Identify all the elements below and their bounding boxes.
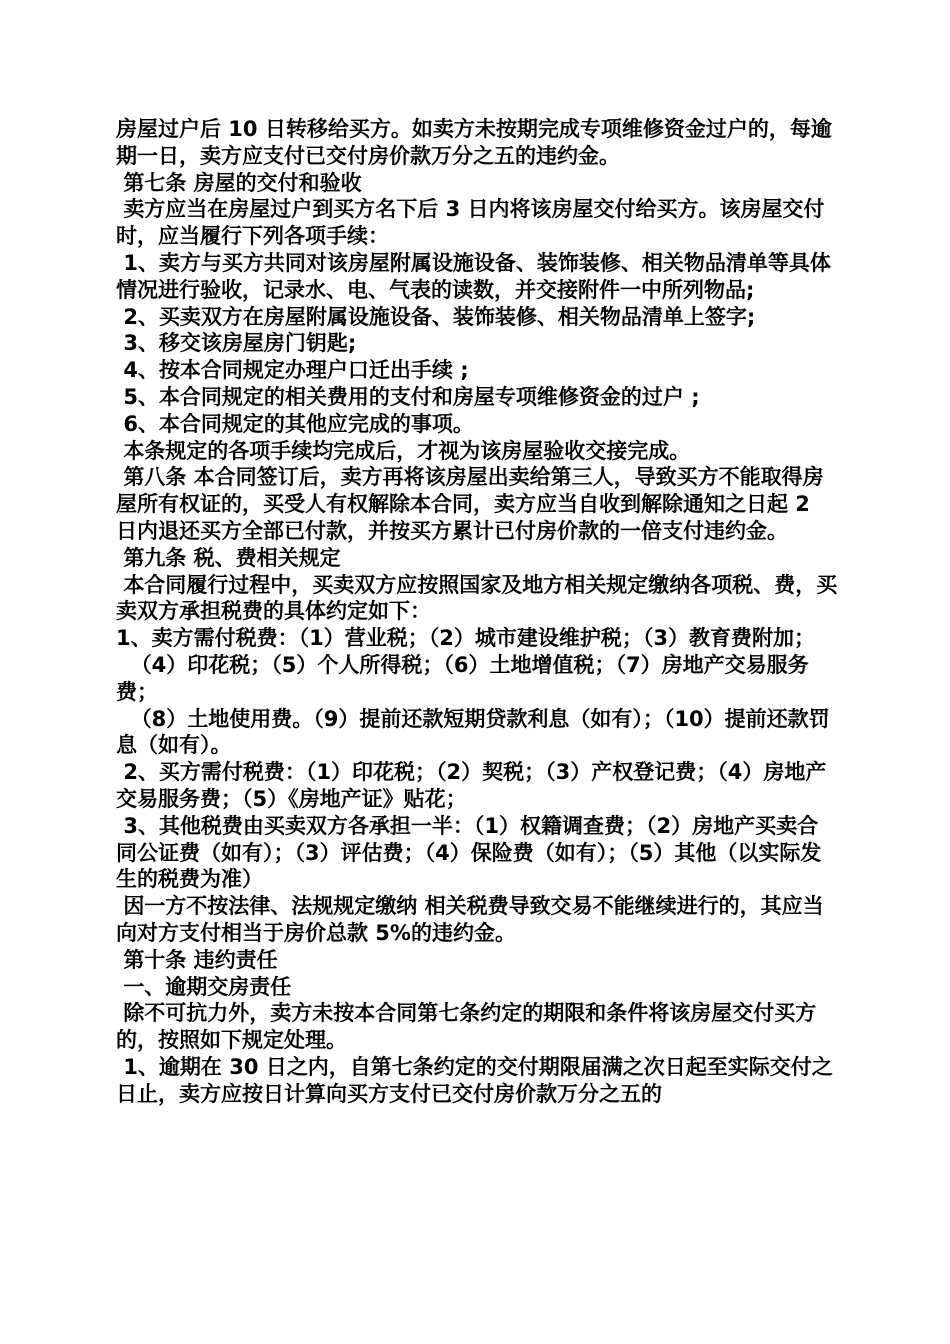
list-item-seller-taxes-cont-1: （4）印花税；（5）个人所得税；（6）土地增值税；（7）房地产交易服务费；: [116, 652, 809, 704]
list-item-late-30-days: 1、逾期在 30 日之内，自第七条约定的交付期限届满之次日起至实际交付之日止，卖方应按日计算向买方支付已交付房价款万分之五的: [116, 1054, 833, 1106]
heading-article-9: 第九条 税、费相关规定: [116, 545, 341, 570]
list-item-fees-transfer: 5、本合同规定的相关费用的支付和房屋专项维修资金的过户 ;: [116, 384, 700, 409]
paragraph-tax-penalty: 因一方不按法律、法规规定缴纳 相关税费导致交易不能继续进行的，其应当向对方支付相当于房价总款 5%的违约金。: [116, 894, 824, 945]
paragraph-article-8: 第八条 本合同签订后，卖方再将该房屋出卖给第三人，导致买方不能取得房屋所有权证的，买受人有权解除本合同，卖方应当自收到解除通知之日起 2 日内退还买方全部已付款，并按买方累计已付房价款的一倍支付违约金。: [116, 465, 824, 543]
heading-article-7: 第七条 房屋的交付和验收: [116, 170, 362, 195]
paragraph-delivery-intro: 卖方应当在房屋过户到买方名下后 3 日内将该房屋交付给买方。该房屋交付时，应当履行下列各项手续：: [116, 197, 825, 249]
paragraph-late-delivery-intro: 除不可抗力外，卖方未按本合同第七条约定的期限和条件将该房屋交付买方的，按照如下规定处理。: [116, 1001, 817, 1053]
heading-article-10: 第十条 违约责任: [116, 947, 278, 972]
list-item-seller-taxes: 1、卖方需付税费：（1）营业税；（2）城市建设维护税；（3）教育费附加；: [116, 626, 815, 651]
list-item-signing: 2、买卖双方在房屋附属设施设备、装饰装修、相关物品清单上签字;: [116, 304, 756, 329]
list-item-other-matters: 6、本合同规定的其他应完成的事项。: [116, 411, 474, 436]
paragraph-transfer-deadline: 房屋过户后 10 日转移给买方。如卖方未按期完成专项维修资金过户的，每逾期一日，卖方应支付已交付房价款万分之五的违约金。: [116, 117, 832, 168]
list-item-keys: 3、移交该房屋房门钥匙;: [116, 331, 357, 356]
document-page: [116, 116, 838, 1107]
paragraph-acceptance-complete: 本条规定的各项手续均完成后，才视为该房屋验收交接完成。: [116, 438, 691, 463]
heading-late-delivery: 一、逾期交房责任: [116, 974, 292, 999]
paragraph-tax-intro: 本合同履行过程中，买卖双方应按照国家及地方相关规定缴纳各项税、费，买卖双方承担税费的具体约定如下：: [116, 572, 838, 624]
list-item-household-registration: 4、按本合同规定办理户口迁出手续 ;: [116, 358, 469, 383]
list-item-shared-taxes: 3、其他税费由买卖双方各承担一半：（1）权籍调查费；（2）房地产买卖合同公证费（如有）；（3）评估费；（4）保险费（如有）；（5）其他（以实际发生的税费为准）: [116, 813, 822, 892]
list-item-seller-taxes-cont-2: （8）土地使用费。（9）提前还款短期贷款利息（如有）；（10）提前还款罚息（如有）。: [116, 706, 830, 758]
list-item-buyer-taxes: 2、买方需付税费：（1）印花税；（2）契税；（3）产权登记费；（4）房地产交易服务费；（5）《房地产证》贴花；: [116, 760, 827, 811]
list-item-inspection: 1、卖方与买方共同对该房屋附属设施设备、装饰装修、相关物品清单等具体情况进行验收，记录水、电、气表的读数，并交接附件一中所列物品;: [116, 250, 831, 302]
